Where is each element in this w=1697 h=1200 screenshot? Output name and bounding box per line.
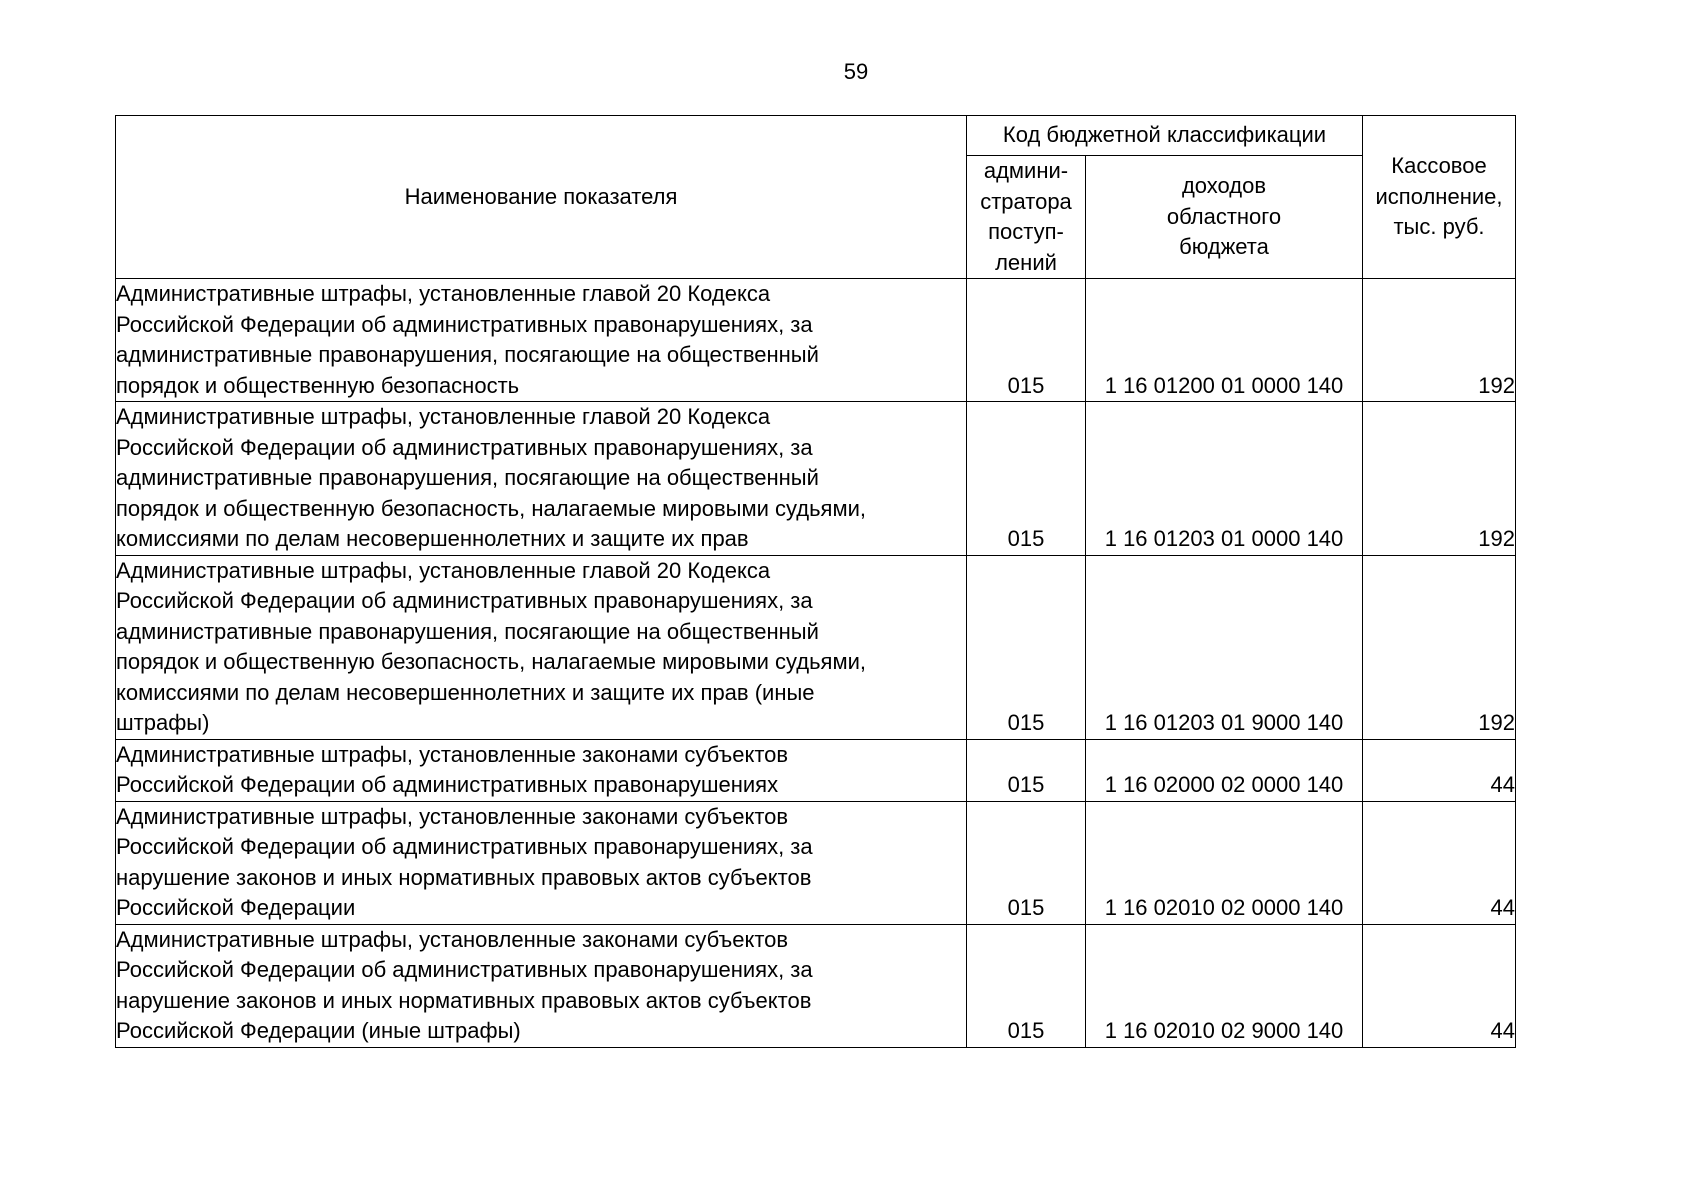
row-amount: 192 [1363, 279, 1516, 402]
table-row [116, 402, 1516, 556]
budget-table [115, 115, 1516, 1048]
row-income-code: 1 16 01203 01 9000 140 [1086, 555, 1363, 739]
row-amount: 44 [1363, 801, 1516, 924]
row-amount: 44 [1363, 924, 1516, 1047]
row-income-code: 1 16 01200 01 0000 140 [1086, 279, 1363, 402]
table-row [116, 739, 1516, 801]
row-admin-code: 015 [967, 402, 1086, 556]
header-admin: админи- стратора поступ- лений [967, 156, 1086, 279]
table-row [116, 279, 1516, 402]
header-code-group: Код бюджетной классификации [967, 116, 1363, 156]
row-name: Административные штрафы, установленные законами субъектов Российской Федерации об административных правонарушениях, за нарушение законов и иных нормативных правовых актов субъектов Российской Федерации (иные штрафы) [116, 924, 967, 1047]
header-name: Наименование показателя [116, 116, 967, 279]
row-amount: 192 [1363, 555, 1516, 739]
row-admin-code: 015 [967, 555, 1086, 739]
row-amount: 44 [1363, 739, 1516, 801]
row-admin-code: 015 [967, 279, 1086, 402]
row-admin-code: 015 [967, 739, 1086, 801]
row-income-code: 1 16 02000 02 0000 140 [1086, 739, 1363, 801]
header-row-1 [116, 116, 1516, 156]
row-name: Административные штрафы, установленные главой 20 Кодекса Российской Федерации об административных правонарушениях, за административные правонарушения, посягающие на общественный порядок и общественную безопасность, налагаемые мировыми судьями, комиссиями по делам несовершеннолетних и защите их прав [116, 402, 967, 556]
row-income-code: 1 16 02010 02 9000 140 [1086, 924, 1363, 1047]
table-body [116, 279, 1516, 1048]
row-name: Административные штрафы, установленные законами субъектов Российской Федерации об административных правонарушениях, за нарушение законов и иных нормативных правовых актов субъектов Российской Федерации [116, 801, 967, 924]
row-admin-code: 015 [967, 924, 1086, 1047]
row-amount: 192 [1363, 402, 1516, 556]
row-name: Административные штрафы, установленные главой 20 Кодекса Российской Федерации об административных правонарушениях, за административные правонарушения, посягающие на общественный порядок и общественную безопасность [116, 279, 967, 402]
row-income-code: 1 16 02010 02 0000 140 [1086, 801, 1363, 924]
row-admin-code: 015 [967, 801, 1086, 924]
table-row [116, 555, 1516, 739]
row-name: Административные штрафы, установленные законами субъектов Российской Федерации об административных правонарушениях [116, 739, 967, 801]
header-cash-execution: Кассовое исполнение, тыс. руб. [1363, 116, 1516, 279]
header-income: доходов областного бюджета [1086, 156, 1363, 279]
table-row [116, 924, 1516, 1047]
row-income-code: 1 16 01203 01 0000 140 [1086, 402, 1363, 556]
page-number: 59 [843, 59, 869, 84]
table-header [116, 116, 1516, 279]
row-name: Административные штрафы, установленные главой 20 Кодекса Российской Федерации об административных правонарушениях, за административные правонарушения, посягающие на общественный порядок и общественную безопасность, налагаемые мировыми судьями, комиссиями по делам несовершеннолетних и защите их прав (иные штрафы) [116, 555, 967, 739]
table-row [116, 801, 1516, 924]
